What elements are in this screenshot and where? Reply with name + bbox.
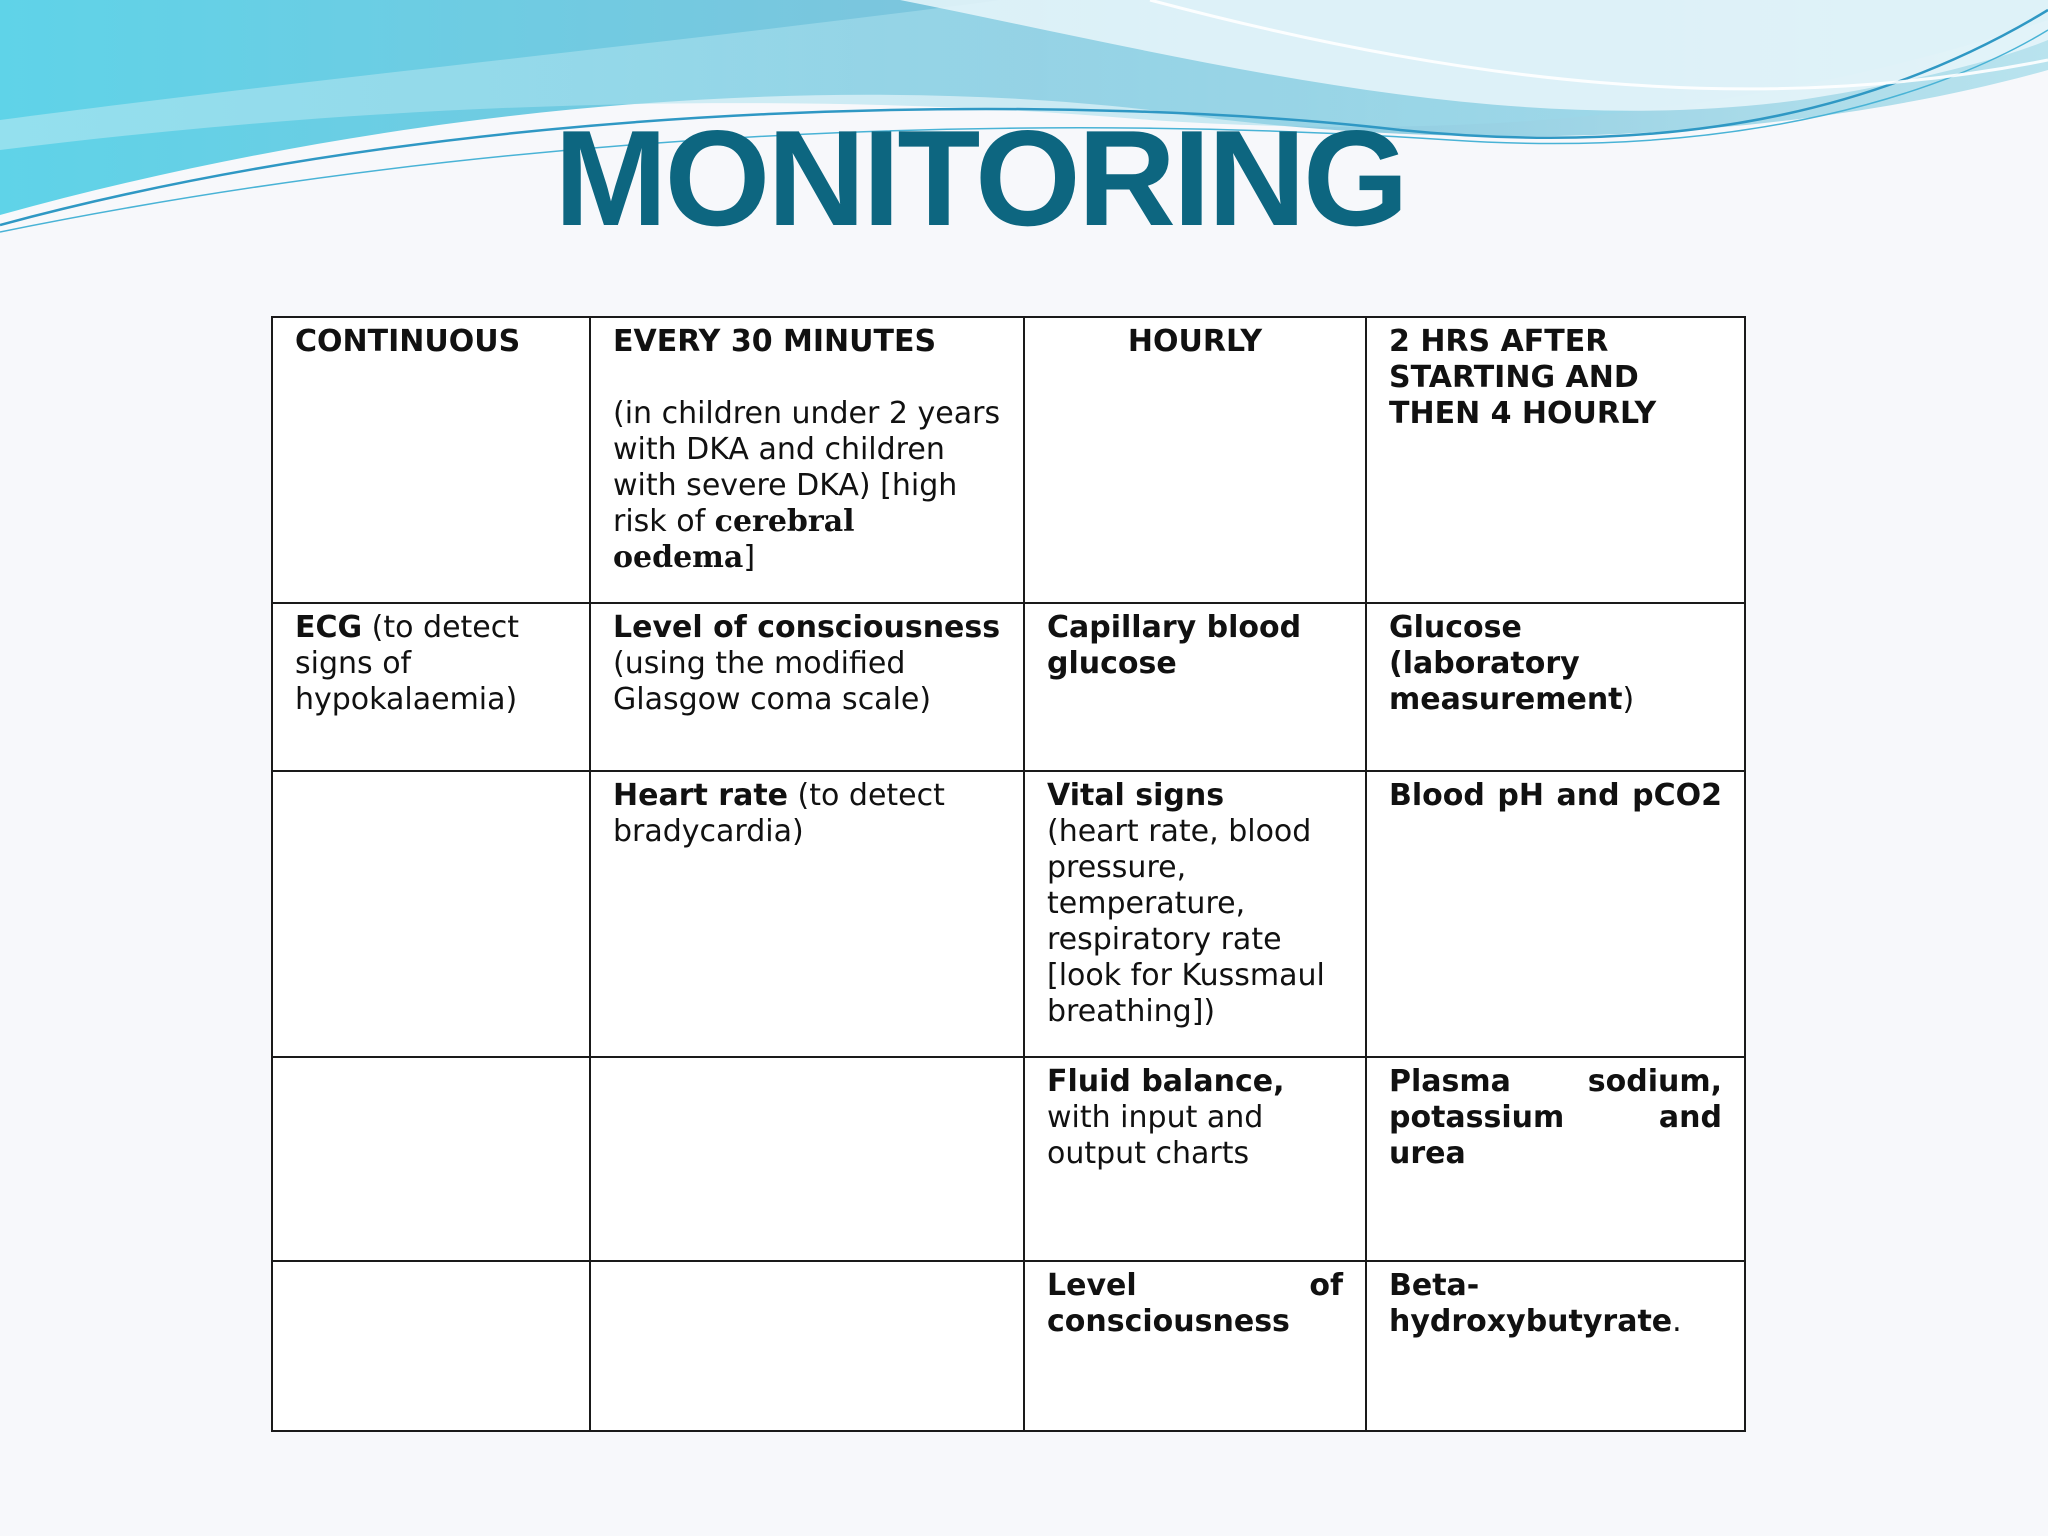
cell-every30-empty: [590, 1057, 1024, 1261]
cell-text: ): [1622, 682, 1635, 717]
cell-bold-text: Level of consciousness: [1047, 1268, 1343, 1339]
cell-every30-empty: [590, 1261, 1024, 1431]
cell-bold-text: Heart rate: [613, 778, 789, 813]
cell-bold-text: Capillary blood glucose: [1047, 610, 1302, 681]
cell-continuous-empty: [272, 1057, 590, 1261]
table-row: [272, 1057, 1745, 1261]
table-header-row: [272, 317, 1745, 603]
cell-bold-text: Blood pH and pCO2: [1389, 778, 1722, 813]
cell-bold-text: Plasma sodium, potassium and urea: [1389, 1064, 1722, 1171]
cell-every30: [590, 603, 1024, 771]
cell-hourly: [1024, 1057, 1366, 1261]
table-row: [272, 1261, 1745, 1431]
cell-text: (heart rate, blood pressure, temperature, respiratory rate [look for Kussmaul breathing]): [1047, 814, 1325, 1029]
cell-after: [1366, 1261, 1745, 1431]
header-hourly: [1024, 317, 1366, 603]
cell-text: (using the modified Glasgow coma scale): [613, 646, 932, 717]
cell-hourly: [1024, 603, 1366, 771]
cell-after: [1366, 771, 1745, 1057]
header-after2hrs-label: 2 HRS AFTER STARTING AND THEN 4 HOURLY: [1389, 324, 1657, 431]
cell-text: with input and output charts: [1047, 1100, 1264, 1171]
table-row: [272, 603, 1745, 771]
cell-text: (to detect signs of hypokalaemia): [295, 610, 520, 717]
cell-bold-text: Level of consciousness: [613, 610, 1001, 645]
cell-continuous: [272, 603, 590, 771]
monitoring-table: [271, 316, 1746, 1432]
cell-hourly: [1024, 1261, 1366, 1431]
cell-hourly: [1024, 771, 1366, 1057]
header-every30-note: (in children under 2 years with DKA and children with severe DKA) [high risk of: [613, 396, 1001, 539]
cell-text: (to detect bradycardia): [613, 778, 945, 849]
table-row: [272, 771, 1745, 1057]
header-every-30-minutes: [590, 317, 1024, 603]
cell-continuous-empty: [272, 771, 590, 1057]
header-2hrs-then-4-hourly: [1366, 317, 1745, 603]
header-hourly-label: HOURLY: [1127, 324, 1263, 359]
cell-bold-text: Beta-hydroxybutyrate: [1389, 1268, 1673, 1339]
cell-every30: [590, 771, 1024, 1057]
header-continuous: [272, 317, 590, 603]
cell-bold-text: Glucose (laboratory measurement: [1389, 610, 1623, 717]
slide-title: MONITORING: [554, 102, 1406, 254]
header-continuous-label: CONTINUOUS: [295, 324, 521, 359]
header-every30-label: EVERY 30 MINUTES: [613, 324, 937, 359]
cell-after: [1366, 603, 1745, 771]
cell-text: .: [1672, 1304, 1682, 1339]
cell-bold-text: ECG: [295, 610, 363, 645]
cell-bold-text: Fluid balance,: [1047, 1064, 1285, 1099]
header-every30-note-end: ]: [743, 540, 756, 575]
cell-after: [1366, 1057, 1745, 1261]
cell-bold-text: Vital signs: [1047, 778, 1225, 813]
cell-continuous-empty: [272, 1261, 590, 1431]
header-every30-note-bold: cerebral oedema: [613, 504, 855, 575]
